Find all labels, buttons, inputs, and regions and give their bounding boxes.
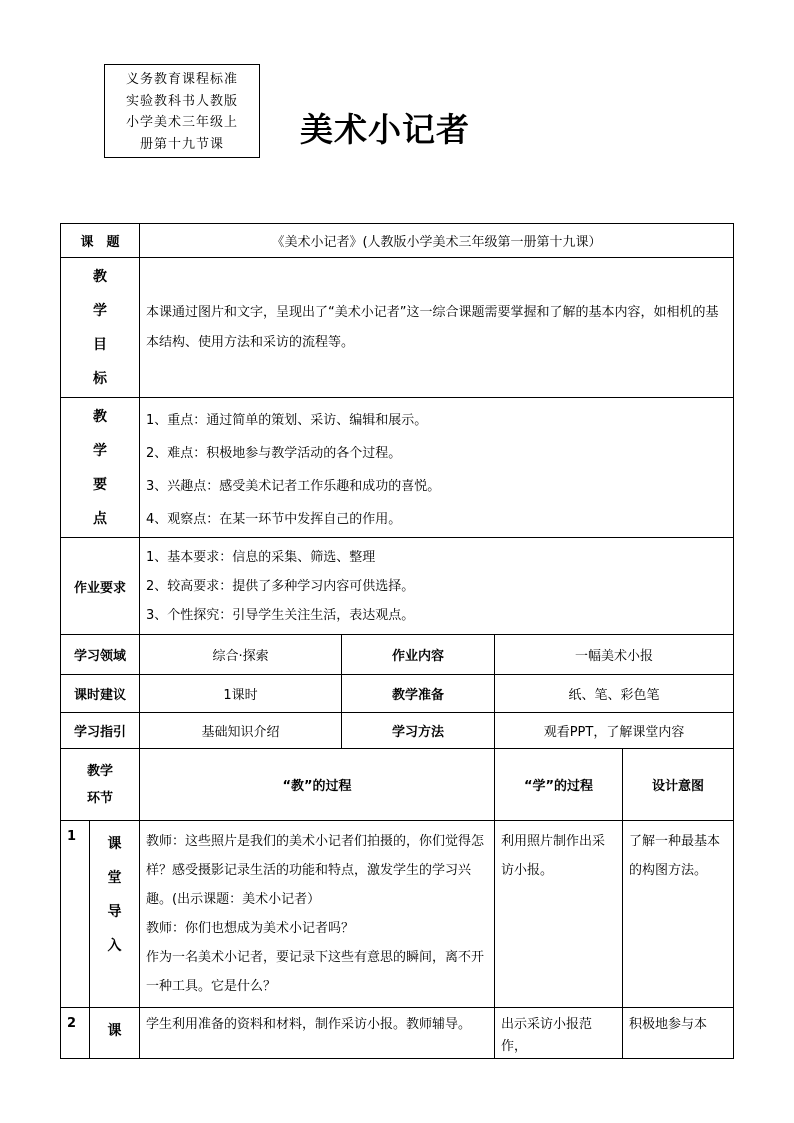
row-step-1 [61, 821, 734, 1008]
step-name-char: 入 [107, 938, 122, 954]
preparation-value: 纸、笔、彩色笔 [495, 675, 734, 713]
design-intent-header: 设计意图 [623, 749, 734, 821]
info-line: 实验教科书人教版 [125, 93, 238, 109]
step-name-char: 堂 [107, 870, 122, 886]
course-value: 《美术小记者》(人教版小学美术三年级第一册第十九课） [140, 224, 734, 258]
goal-label-char: 标 [93, 370, 107, 387]
focus-label-char: 教 [93, 408, 107, 425]
info-line: 小学美术三年级上 [125, 115, 238, 130]
preparation-label: 教学准备 [342, 675, 495, 713]
step-name [90, 821, 140, 1008]
teach-line: 教师：你们也想成为美术小记者吗？ [146, 921, 355, 936]
focus-label [61, 398, 140, 538]
goal-label-char: 学 [93, 302, 107, 319]
stage-header-line: 教学 [87, 763, 114, 779]
homework-item: 2、较高要求：提供了多种学习内容可供选择。 [146, 578, 415, 594]
page-title: 美术小记者 [300, 110, 470, 149]
method-value: 观看PPT，了解课堂内容 [495, 713, 734, 749]
info-line: 册第十九节课 [139, 136, 224, 152]
step-intent: 了解一种最基本的构图方法。 [623, 821, 734, 1008]
focus-item: 4、观察点：在某一环节中发挥自己的作用。 [146, 512, 402, 527]
course-label: 课 题 [61, 224, 140, 258]
goal-label-char: 目 [93, 336, 107, 353]
lesson-plan-table [60, 223, 734, 1059]
row-homework [61, 538, 734, 635]
row-step-2 [61, 1008, 734, 1059]
stage-header-line: 环节 [87, 790, 114, 806]
row-process-header [61, 749, 734, 821]
goal-label [61, 258, 140, 398]
step-teach: 学生利用准备的资料和材料，制作采访小报。教师辅导。 [140, 1008, 495, 1059]
focus-item: 1、重点：通过简单的策划、采访、编辑和展示。 [146, 413, 428, 428]
focus-list [140, 398, 734, 538]
step-name [90, 1008, 140, 1059]
teach-process-header: “教”的过程 [140, 749, 495, 821]
homework-content-value: 一幅美术小报 [495, 635, 734, 675]
focus-label-char: 学 [93, 442, 107, 459]
step-teach [140, 821, 495, 1008]
learn-process-header: “学”的过程 [495, 749, 623, 821]
step-number: 2 [61, 1008, 90, 1059]
row-goal [61, 258, 734, 398]
step-learn: 利用照片制作出采访小报。 [495, 821, 623, 1008]
row-area [61, 635, 734, 675]
area-value: 综合·探索 [140, 635, 342, 675]
homework-item: 1、基本要求：信息的采集、筛选、整理 [146, 549, 376, 565]
step-name-char: 导 [107, 904, 122, 920]
row-guide [61, 713, 734, 749]
curriculum-info-box [104, 64, 260, 158]
step-number: 1 [61, 821, 90, 1008]
step-name-char: 课 [107, 1023, 122, 1039]
teach-line: 作为一名美术小记者，要记录下这些有意思的瞬间，离不开一种工具。它是什么？ [146, 950, 485, 994]
method-label: 学习方法 [342, 713, 495, 749]
row-focus [61, 398, 734, 538]
step-intent: 积极地参与本 [623, 1008, 734, 1059]
focus-item: 2、难点：积极地参与教学活动的各个过程。 [146, 446, 402, 461]
step-name-char: 课 [107, 836, 122, 852]
stage-header [61, 749, 140, 821]
homework-content-label: 作业内容 [342, 635, 495, 675]
step-learn: 出示采访小报范作， [495, 1008, 623, 1059]
time-value: 1课时 [140, 675, 342, 713]
row-course [61, 224, 734, 258]
homework-item: 3、个性探究：引导学生关注生活，表达观点。 [146, 607, 415, 623]
homework-list [140, 538, 734, 635]
focus-item: 3、兴趣点：感受美术记者工作乐趣和成功的喜悦。 [146, 479, 441, 494]
guide-value: 基础知识介绍 [140, 713, 342, 749]
goal-text: 本课通过图片和文字，呈现出了“美术小记者”这一综合课题需要掌握和了解的基本内容，如相机的基本结构、使用方法和采访的流程等。 [140, 258, 734, 398]
guide-label: 学习指引 [61, 713, 140, 749]
focus-label-char: 点 [93, 510, 107, 527]
info-line: 义务教育课程标准 [125, 72, 238, 87]
teach-line: 教师：这些照片是我们的美术小记者们拍摄的，你们觉得怎样？感受摄影记录生活的功能和特点，激发学生的学习兴趣。(出示课题：美术小记者） [146, 834, 485, 907]
goal-label-char: 教 [93, 268, 107, 285]
time-label: 课时建议 [61, 675, 140, 713]
area-label: 学习领域 [61, 635, 140, 675]
homework-label: 作业要求 [61, 538, 140, 635]
row-time [61, 675, 734, 713]
focus-label-char: 要 [93, 476, 107, 493]
